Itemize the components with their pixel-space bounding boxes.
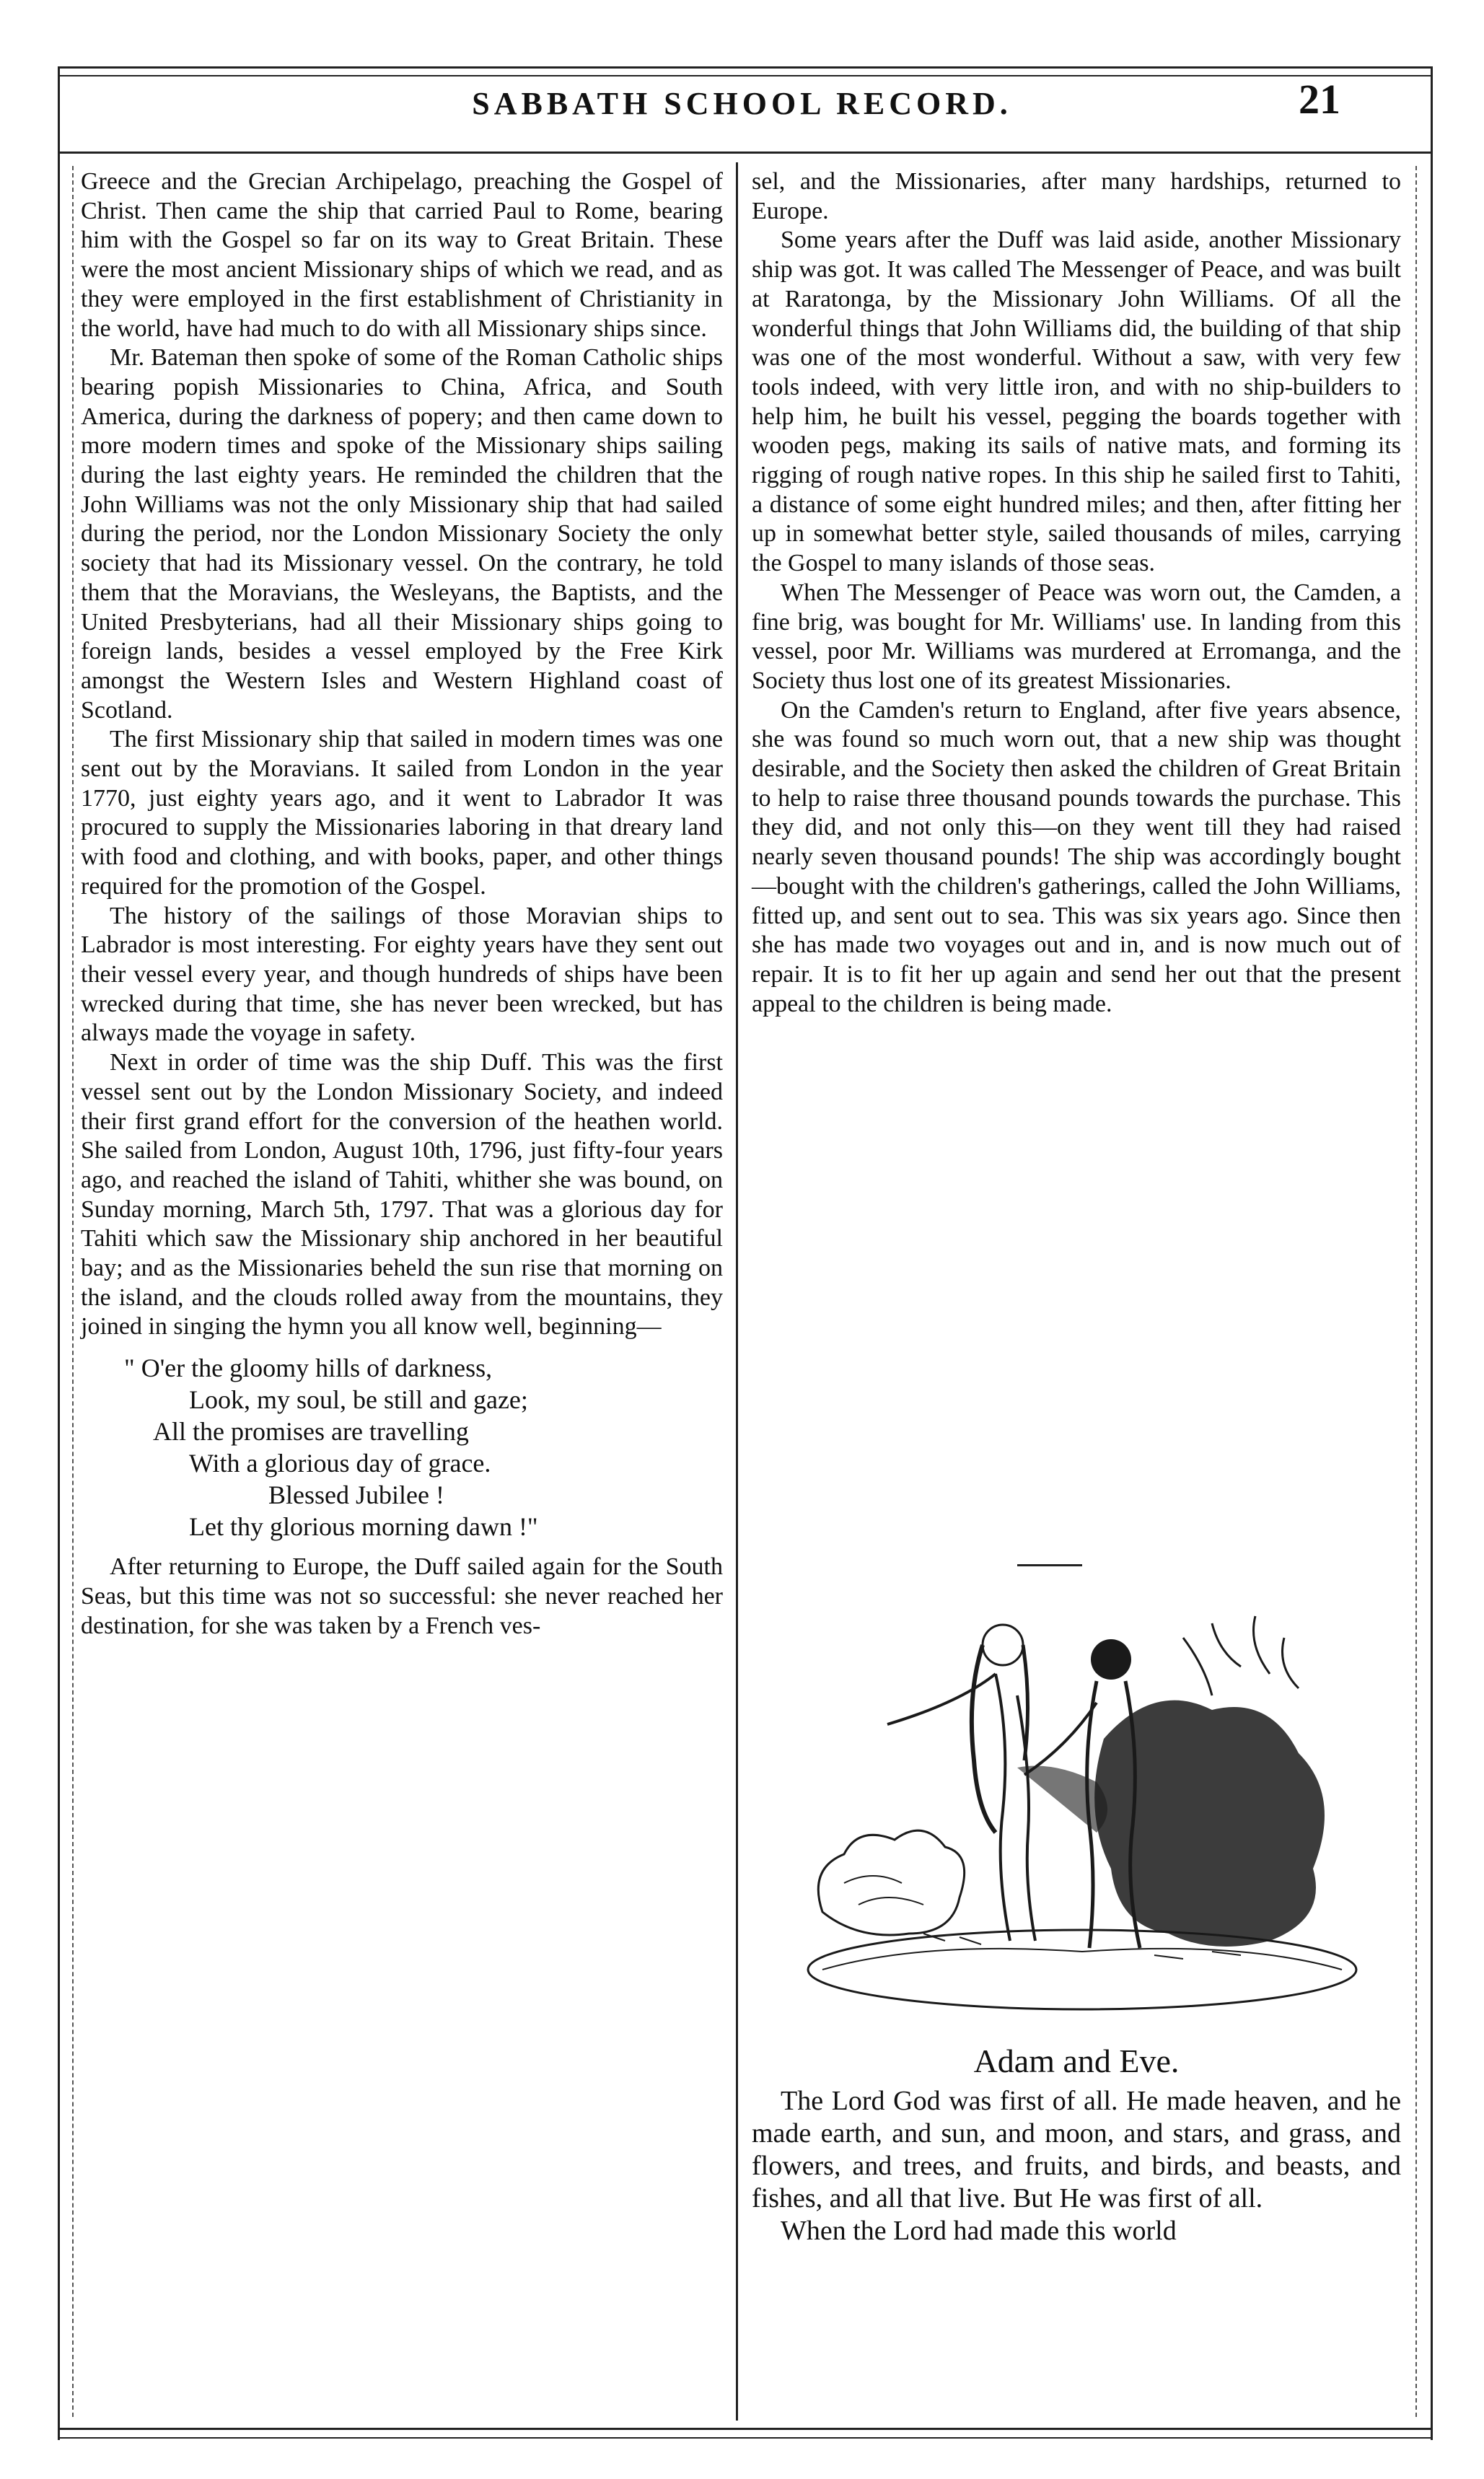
left-column	[81, 167, 723, 1641]
header-rule	[58, 152, 1431, 154]
right-column	[752, 167, 1401, 1019]
right-dotted-border	[1415, 166, 1417, 2417]
paragraph: The history of the sailings of those Moravian ships to Labrador is most interesting. For eighty years have they sent out their vessel every year, and though hundreds of ships have been wrecked during that time, she has never been wrecked, but has always made the voyage in safety.	[81, 902, 723, 1047]
bottom-rule-inner	[58, 2437, 1431, 2439]
illustration-caption: Adam and Eve.	[973, 2043, 1180, 2079]
paragraph: When The Messenger of Peace was worn out, the Camden, a fine brig, was bought for Mr. Williams' use. In landing from this vessel, poor Mr. Williams was murdered at Erromanga, and the Society thus lost one of its greatest Missionaries.	[752, 579, 1401, 694]
adam-and-eve-illustration-icon	[779, 1594, 1371, 2020]
section-separator	[1017, 1564, 1082, 1566]
top-rule	[58, 66, 1431, 69]
paragraph: When the Lord had made this world	[781, 2216, 1177, 2246]
running-title: SABBATH SCHOOL RECORD.	[472, 86, 1012, 121]
column-divider	[736, 162, 738, 2421]
paragraph: On the Camden's return to England, after five years absence, she was found so much worn out, that a new ship was thought desirable, and the Society then asked the children of Great Britain to help to raise three thousand pounds towards the purchase. This they did, and not only this—on they went till they had raised nearly seven thousand pounds! The ship was accordingly bought—bought with the children's gatherings, called the John Williams, fitted up, and sent out to sea. This was six years ago. Since then she has made two voyages out and in, and is now much out of repair. It is to fit her up again and send her out that the present appeal to the children is being made.	[752, 696, 1401, 1017]
poem-line: With a glorious day of grace.	[189, 1449, 491, 1478]
bottom-rule	[58, 2428, 1431, 2430]
paragraph: Some years after the Duff was laid aside, another Missionary ship was got. It was called The Messenger of Peace, and was built at Raratonga, by the Missionary John Williams. Of all the wonderful things that John Williams did, the building of that ship was one of the most wonderful. Without a saw, with very few tools indeed, with very little iron, and with no ship-builders to help him, he built his vessel, pegging the boards together with wooden pegs, making its sails of native mats, and forming its rigging of rough native ropes. In this ship he sailed first to Tahiti, a distance of some eight hundred miles; and then, after fitting her up in somewhat better style, sailed thousands of miles, carrying the Gospel to many islands of those seas.	[752, 227, 1401, 577]
paragraph: Greece and the Grecian Archipelago, preaching the Gospel of Christ. Then came the ship that carried Paul to Rome, bearing him with the Gospel so far on its way to Great Britain. These were the most ancient Missionary ships of which we read, and as they were employed in the first establishment of Christianity in the world, have had much to do with all Missionary ships since.	[81, 168, 723, 342]
paragraph: Next in order of time was the ship Duff. This was the first vessel sent out by the London Missionary Society, and indeed their first grand effort for the conversion of the heathen world. She sailed from London, August 10th, 1796, just fifty-four years ago, and reached the island of Tahiti, whither she was bound, on Sunday morning, March 5th, 1797. That was a glorious day for Tahiti which saw the Missionary ship anchored in her beautiful bay; and as the Missionaries beheld the sun rise that morning on the island, and the clouds rolled away from the mountains, they joined in singing the hymn you all know well, beginning—	[81, 1049, 723, 1341]
paragraph: sel, and the Missionaries, after many hardships, returned to Europe.	[752, 168, 1401, 224]
poem-line: All the promises are travelling	[153, 1417, 469, 1447]
top-rule-inner	[58, 75, 1431, 76]
paragraph: The Lord God was first of all. He made heaven, and he made earth, and sun, and moon, and stars, and grass, and flowers, and trees, and fruits, and birds, and beasts, and fishes, and all that live. But He was first of all.	[752, 2086, 1401, 2213]
hymn-verse	[81, 1352, 723, 1543]
poem-line: " O'er the gloomy hills of darkness,	[124, 1353, 493, 1383]
poem-line: Look, my soul, be still and gaze;	[189, 1385, 528, 1415]
poem-line: Blessed Jubilee !	[268, 1480, 444, 1510]
left-dotted-border	[72, 166, 74, 2417]
paragraph: Mr. Bateman then spoke of some of the Roman Catholic ships bearing popish Missionaries to China, Africa, and South America, during the darkness of popery; and then came down to more modern times and spoke of the Missionary ships sailing during the last eighty years. He reminded the children that the John Williams was not the only Missionary ship that had sailed during the period, nor the London Missionary Society the only society that had its Missionary vessel. On the contrary, he told them that the Moravians, the Wesleyans, the Baptists, and the United Presbyterians, had all their Missionary ships going to foreign lands, besides a vessel employed by the Free Kirk amongst the Western Isles and Western Highland coast of Scotland.	[81, 344, 723, 724]
page-number: 21	[1299, 76, 1340, 123]
paragraph: After returning to Europe, the Duff sailed again for the South Seas, but this time was not so successful: she never reached her destination, for she was taken by a French ves-	[81, 1553, 723, 1639]
poem-line: Let thy glorious morning dawn !"	[189, 1512, 538, 1542]
adam-and-eve-text	[752, 2085, 1401, 2247]
paragraph: The first Missionary ship that sailed in modern times was one sent out by the Moravians. It sailed from London in the year 1770, just eighty years ago, and it went to Labrador It was procured to supply the Missionaries laboring in that dreary land with food and clothing, and with books, paper, and other things required for the promotion of the Gospel.	[81, 726, 723, 900]
